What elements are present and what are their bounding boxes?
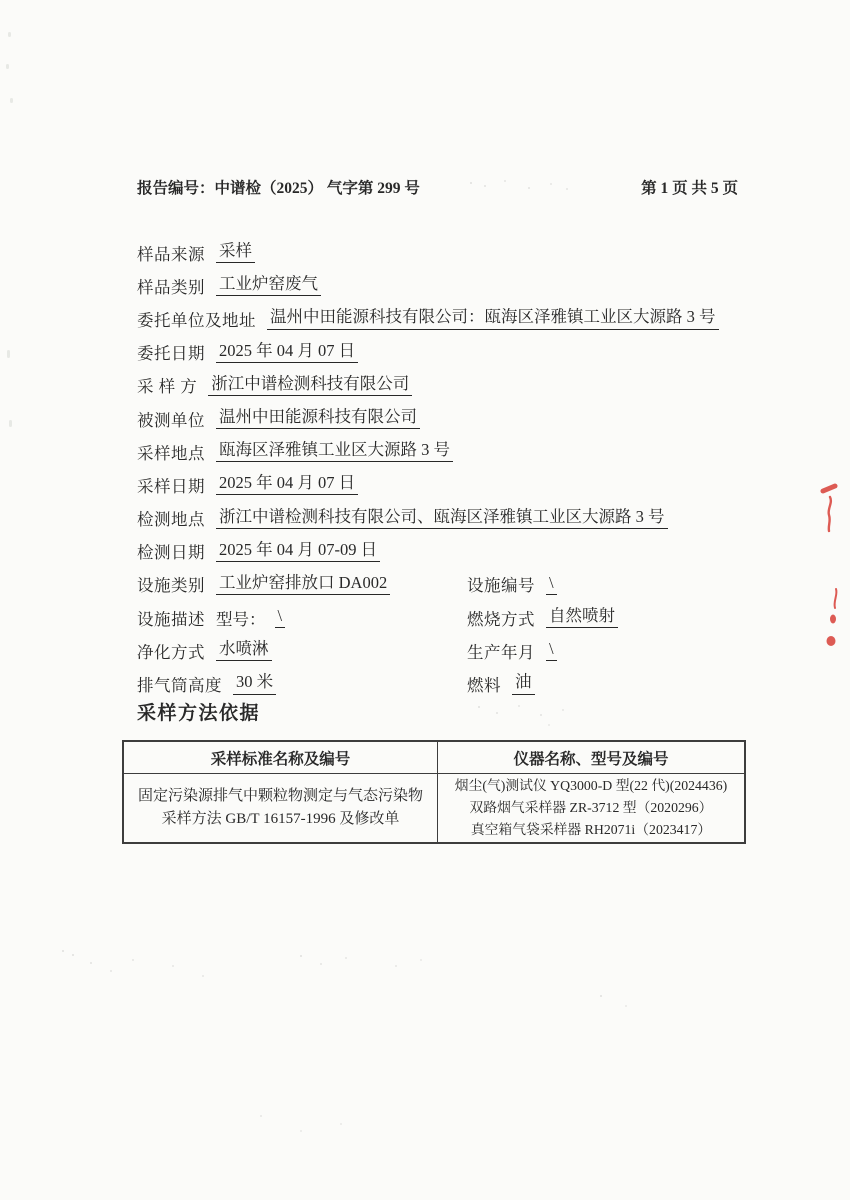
field-label: 采样日期 (137, 476, 205, 496)
field-value: 2025 年 04 月 07 日 (216, 474, 358, 495)
field-label: 被测单位 (137, 410, 205, 430)
form-row-pair (137, 634, 749, 667)
table-row (124, 774, 744, 842)
field (467, 639, 557, 663)
table-header-row (124, 742, 744, 774)
field-value: 浙江中谱检测科技有限公司 (208, 375, 412, 396)
standard-line: 固定污染源排气中颗粒物测定与气态污染物 (137, 788, 423, 804)
scan-noise (600, 995, 602, 997)
field-label: 燃料 (467, 676, 501, 696)
field-value: 瓯海区泽雅镇工业区大源路 3 号 (216, 441, 453, 462)
standard-line: 采样方法 GB/T 16157-1996 及修改单 (161, 811, 400, 827)
scan-noise (62, 950, 64, 952)
form-row (137, 236, 749, 269)
scan-noise (10, 98, 13, 103)
field-label: 采 样 方 (137, 377, 198, 397)
field-value: 2025 年 04 月 07-09 日 (216, 541, 380, 562)
form-row (137, 502, 749, 535)
field-label: 样品类别 (137, 277, 205, 297)
field-value: \ (546, 574, 557, 595)
field-label: 设施描述 (137, 609, 205, 629)
scan-noise (8, 32, 11, 37)
instrument-cell (438, 774, 744, 842)
form-row (137, 269, 749, 302)
field (137, 672, 467, 696)
sample-info-form (137, 236, 749, 701)
field-value: 2025 年 04 月 07 日 (216, 342, 358, 363)
field-label: 采样地点 (137, 443, 205, 463)
red-ink-mark (816, 482, 842, 536)
page-header (137, 176, 738, 198)
scan-noise (300, 955, 302, 957)
sampling-method-table (122, 740, 746, 844)
field-label: 燃烧方式 (467, 609, 535, 629)
page-indicator: 第 1 页 共 5 页 (641, 180, 738, 197)
field-value: 水喷淋 (216, 640, 272, 661)
field-label: 委托单位及地址 (137, 310, 256, 330)
form-row (137, 302, 749, 335)
field (467, 572, 557, 596)
field-value: 30 米 (233, 673, 276, 694)
form-row (137, 402, 749, 435)
field-label: 净化方式 (137, 642, 205, 662)
field-value: \ (546, 640, 557, 661)
field (137, 639, 467, 663)
form-row (137, 535, 749, 568)
form-row (137, 435, 749, 468)
scan-noise (6, 64, 9, 69)
instrument-line: 双路烟气采样器 ZR-3712 型（2020296） (469, 800, 713, 815)
field-label: 检测日期 (137, 543, 205, 563)
form-row-pair (137, 568, 749, 601)
field (137, 572, 467, 596)
field-value-prefix: 型号： (216, 609, 266, 629)
scan-noise (478, 706, 480, 708)
field-value: 温州中田能源科技有限公司 (216, 408, 420, 429)
field-label: 生产年月 (467, 642, 535, 662)
field-value: 油 (512, 673, 535, 694)
field (467, 672, 535, 696)
red-ink-mark (822, 586, 844, 650)
scan-noise (7, 350, 10, 358)
field-value: 工业炉窑排放口 DA002 (216, 574, 390, 595)
field-value: 温州中田能源科技有限公司：瓯海区泽雅镇工业区大源路 3 号 (267, 308, 719, 329)
form-row (137, 369, 749, 402)
field-label: 检测地点 (137, 510, 205, 530)
field-label: 委托日期 (137, 344, 205, 364)
field-label: 样品来源 (137, 244, 205, 264)
field-label: 设施类别 (137, 576, 205, 596)
table-header-standard: 采样标准名称及编号 (124, 742, 438, 773)
table-header-instrument: 仪器名称、型号及编号 (513, 750, 669, 768)
form-row-pair (137, 667, 749, 700)
instrument-line: 真空箱气袋采样器 RH2071i（2023417） (470, 822, 712, 837)
form-row (137, 336, 749, 369)
field-value: \ (275, 607, 286, 628)
field-value: 采样 (216, 242, 255, 263)
instrument-line: 烟尘(气)测试仪 YQ3000-D 型(22 代)(2024436) (454, 778, 728, 793)
field (467, 606, 618, 630)
form-row (137, 468, 749, 501)
scan-noise (9, 420, 12, 427)
field-label: 设施编号 (467, 576, 535, 596)
field (137, 606, 467, 630)
field-label: 排气筒高度 (137, 676, 222, 696)
form-row-pair (137, 601, 749, 634)
field-value: 浙江中谱检测科技有限公司、瓯海区泽雅镇工业区大源路 3 号 (216, 508, 668, 529)
section-title: 采样方法依据 (137, 703, 261, 724)
field-value: 工业炉窑废气 (216, 275, 321, 296)
standard-cell (124, 774, 438, 842)
report-number: 报告编号：中谱检（2025） 气字第 299 号 (137, 180, 420, 197)
field-value: 自然喷射 (546, 607, 618, 628)
